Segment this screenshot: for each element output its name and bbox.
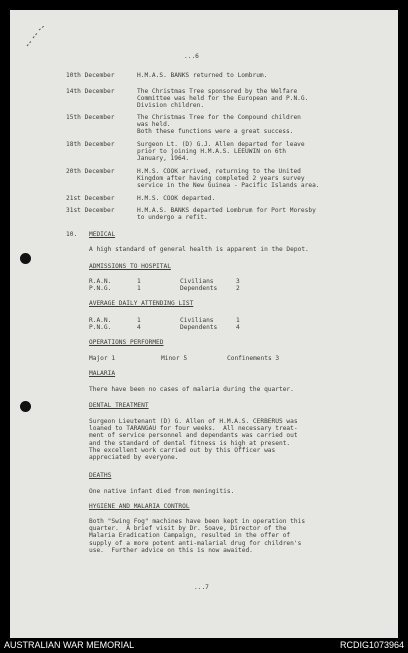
dental-text: Surgeon Lieutenant (D) G. Allen of H.M.A.S. CERBERUS was loaned to TARANGAU for four weeks. All necessary treat- ment of service personnel and dependants was carried out and the standard of dental fitness is high at present. The excellent work carried out by this Officer was appreciated by everyone. — [89, 418, 298, 462]
operations-heading: OPERATIONS PERFORMED — [89, 339, 164, 346]
event-date: 15th December — [66, 114, 115, 121]
table-cell: 4 — [236, 324, 240, 331]
general-health-text: A high standard of general health is apparent in the Depot. — [89, 246, 309, 253]
table-cell: P.N.G. — [89, 285, 112, 292]
operations-minor: Minor 5 — [161, 355, 188, 362]
hygiene-heading: HYGIENE AND MALARIA CONTROL — [89, 503, 190, 510]
page-footer: ...7 — [194, 584, 209, 591]
table-cell: Dependents — [180, 285, 218, 292]
event-date: 18th December — [66, 141, 115, 148]
punch-hole — [20, 401, 31, 412]
section-number: 10. — [66, 231, 78, 238]
table-cell: R.A.N. — [89, 317, 112, 324]
punch-hole — [20, 253, 31, 264]
event-text: H.M.A.S. BANKS departed Lombrum for Port Moresby to undergo a refit. — [137, 207, 316, 222]
table-cell: Dependents — [180, 324, 218, 331]
event-text: H.M.S. COOK arrived, returning to the United Kingdom after having completed 2 years survey service in the New Guinea - Pacific Islands area. — [137, 168, 320, 190]
event-text: Surgeon Lt. (D) G.J. Allen departed for leave prior to joining H.M.A.S. LEEUWIN on 6th January, 1964. — [137, 141, 305, 163]
table-cell: R.A.N. — [89, 278, 112, 285]
table-cell: 3 — [236, 278, 240, 285]
table-cell: 1 — [137, 278, 141, 285]
table-cell: 1 — [137, 285, 141, 292]
hygiene-text: Both "Swing Fog" machines have been kept in operation this quarter. A brief visit by Dr. Soave, Director of the Malaria Eradication Campaign, resulted in the offer of supply of a more potent anti-malarial drug for children's use. Further advice on this is now awaited. — [89, 518, 306, 554]
admissions-heading: ADMISSIONS TO HOSPITAL — [89, 263, 171, 270]
deaths-heading: DEATHS — [89, 472, 112, 479]
archive-id: RCDIG1073964 — [339, 640, 404, 650]
table-cell: 1 — [137, 317, 141, 324]
event-text: The Christmas Tree sponsored by the Welfare Committee was held for the European and P.N.G. Division children. — [137, 88, 309, 110]
archive-footer — [0, 638, 408, 653]
handwritten-mark — [24, 24, 46, 50]
operations-confinements: Confinements 3 — [227, 355, 280, 362]
event-date: 21st December — [66, 195, 115, 202]
table-cell: 4 — [137, 324, 141, 331]
event-date: 14th December — [66, 88, 115, 95]
operations-major: Major 1 — [89, 355, 116, 362]
event-text: H.M.A.S. BANKS returned to Lombrum. — [137, 72, 268, 79]
table-cell: P.N.G. — [89, 324, 112, 331]
table-cell: 2 — [236, 285, 240, 292]
document-page — [10, 10, 398, 638]
event-text: The Christmas Tree for the Compound children was held. Both these functions were a great success. — [137, 114, 301, 136]
malaria-heading: MALARIA — [89, 370, 116, 377]
event-date: 20th December — [66, 168, 115, 175]
event-date: 10th December — [66, 72, 115, 79]
event-date: 31st December — [66, 207, 115, 214]
table-cell: Civilians — [180, 317, 214, 324]
malaria-text: There have been no cases of malaria during the quarter. — [89, 386, 294, 393]
page-header: ...6 — [184, 53, 199, 60]
dental-heading: DENTAL TREATMENT — [89, 402, 149, 409]
section-title: MEDICAL — [89, 231, 116, 238]
table-cell: Civilians — [180, 278, 214, 285]
event-text: H.M.S. COOK departed. — [137, 195, 216, 202]
table-cell: 1 — [236, 317, 240, 324]
deaths-text: One native infant died from meningitis. — [89, 488, 235, 495]
attending-heading: AVERAGE DAILY ATTENDING LIST — [89, 300, 194, 307]
archive-name: AUSTRALIAN WAR MEMORIAL — [4, 640, 135, 650]
